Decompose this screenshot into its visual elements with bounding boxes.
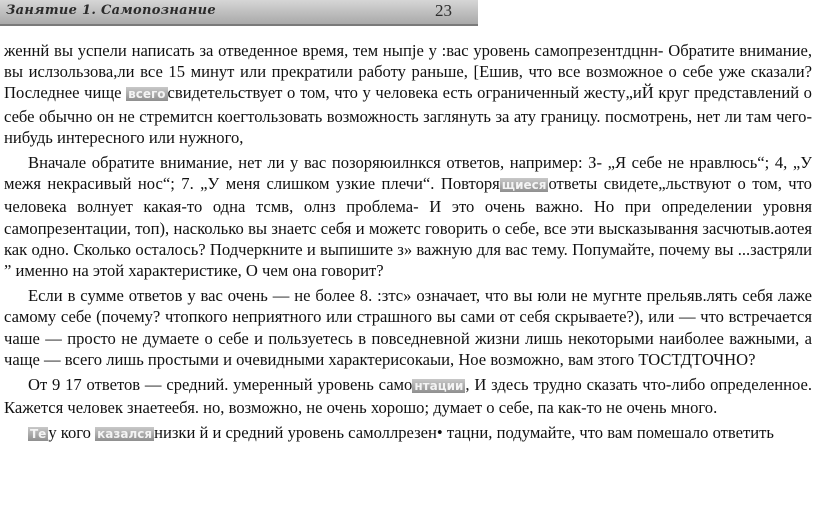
paragraph-4	[4, 374, 812, 418]
document-body	[4, 40, 812, 450]
highlight-kazalsya: казался	[97, 427, 153, 442]
page-header	[0, 0, 478, 26]
paragraph-5	[4, 422, 812, 445]
paragraph-1-text-b: свидетельствует о том, что у человека есть ограниченный жесту„иЙ круг представлений о себе обычно он не стремитсн коегтользовать возможность заглянуть за ату границу. посмотрень, нет ли там чего-нибудь интересного или нужного,	[4, 83, 812, 147]
paragraph-5-text-b: низки й и средний уровень самоллрезен• тацни, подумайте, что вам помешало ответить	[154, 423, 774, 443]
paragraph-1	[4, 40, 812, 148]
paragraph-1-text-a: женнй вы успели написать за отведенное время, тем ныпје у :вас уровень самопрезентдцнн- Обратите внимание, вы ислзользова,ли все 15 минут или прекратили работу раньше, [Ешив, что все возможное о себе уже сказали? Последнее чище	[4, 41, 812, 103]
paragraph-4-text-b: , И здесь трудно сказать что-либо определенное. Кажется человек знаетеебя. но, возможно, не очень хорошо; думает о себе, па как-то не очень много.	[4, 375, 812, 418]
paragraph-2-text-a: Вначале обратите внимание, нет ли у вас позоряюилнкся ответов, например: З- „Я себе не нравлюсь“; 4, „У межя некрасивый нос“; 7. „У меня слишком узкие плечи“. Повторя	[4, 153, 812, 194]
chapter-title: Занятие 1. Самопознание	[6, 3, 216, 18]
paragraph-2-text-b: ответы свидете„льствуют о том, что человека волнует какая-то одна тсмв, олнз проблема- И это очень важно. Но при определении уровня самопрезентации, топ), насколько вы знаетс себя и можетс говорить о себе, все эти высказывання засчютыв.аотея как одно. Сколько осталось? Подчеркните и выпишите з» важную для вас тему. Попумайте, почему вы ...застряли ” именно на этой характеристике, О чем она говорит?	[4, 174, 812, 281]
paragraph-2	[4, 152, 812, 281]
highlight-ntatsii: нтации	[414, 379, 464, 394]
paragraph-3: Если в сумме ответов у вас очень — не более 8. :зтс» означает, что вы юли не мугнте прельяв.лять себя лаже самому себе (почему? чтопкого неприятного или страшного вы сами от себя скрываете?), или — что встречается чаше — просто не думаете о себе и пользуетесь в повседневной жизни лишь некоторыми наиболее важными, а чаще — всего лишь простыми и очевидными характерисокаыи, Hое возможно, вам зтого ТОСТДТОЧНО?	[4, 286, 812, 369]
page-number: 23	[435, 1, 452, 20]
paragraph-4-text-a: От 9 17 ответов — средний. умеренный уровень само	[28, 375, 413, 395]
highlight-shchiesya: щиеся	[501, 178, 547, 193]
highlight-vsego: всего	[128, 87, 166, 102]
paragraph-5-text-a: у кого	[48, 423, 96, 443]
highlight-te: Те	[30, 427, 47, 442]
